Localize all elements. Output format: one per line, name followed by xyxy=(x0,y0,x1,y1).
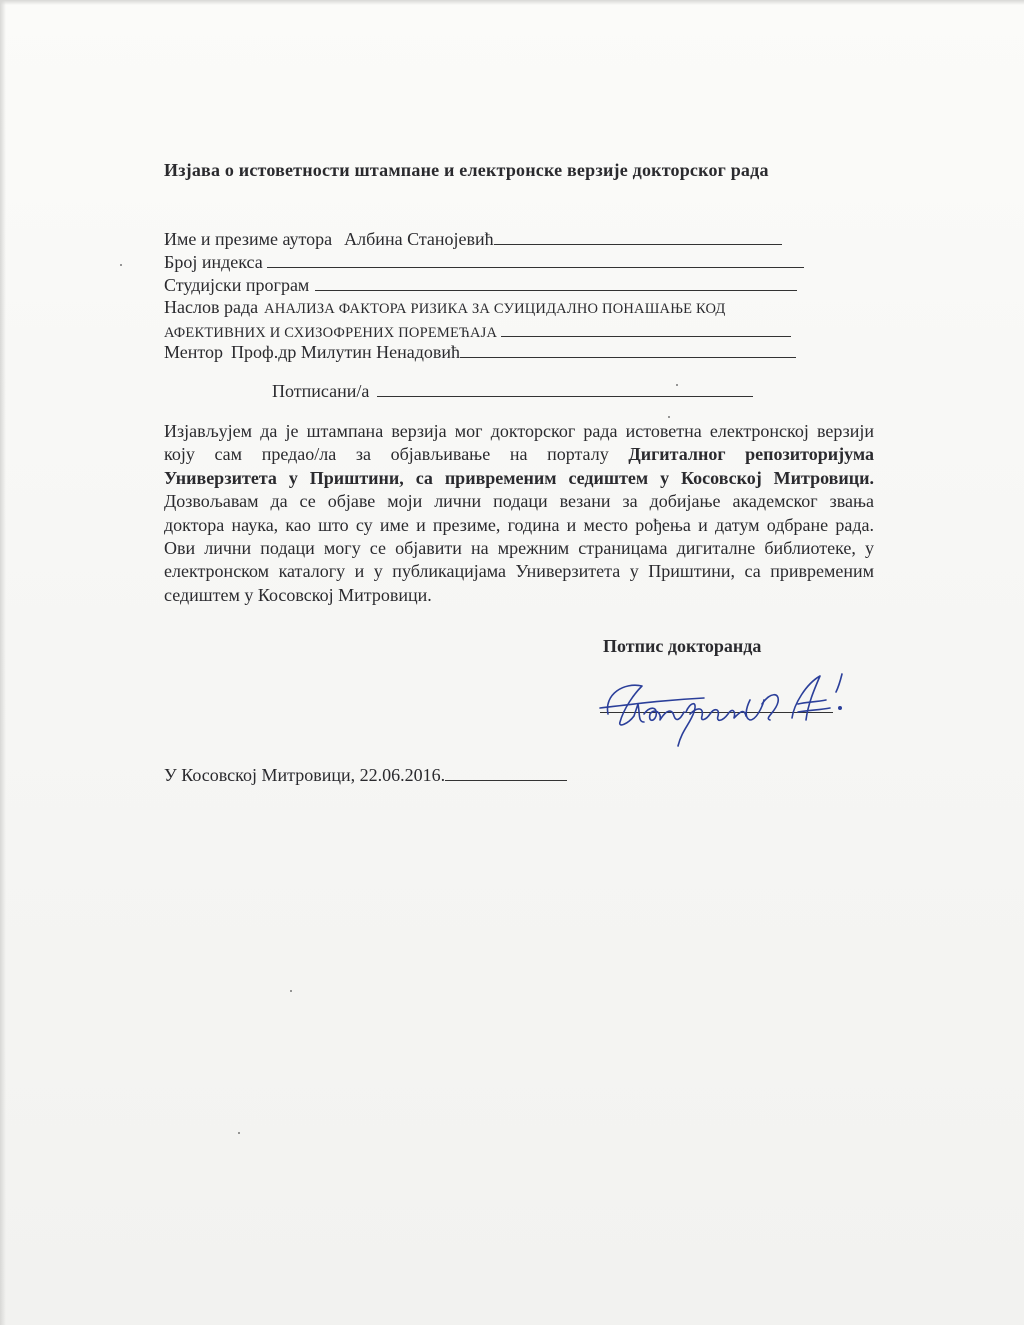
body-line: Изјављујем да је штампана верзија мог докторског рада истоветна електронској верзији xyxy=(164,421,874,441)
thesis-underline xyxy=(501,320,791,337)
author-field xyxy=(164,228,782,250)
declaration-body xyxy=(164,420,874,607)
signed-underline xyxy=(377,380,753,397)
scan-speck xyxy=(668,416,670,418)
mentor-field xyxy=(164,341,796,363)
scan-edge xyxy=(0,0,1024,5)
thesis-value-line1: АНАЛИЗА ФАКТОРА РИЗИКА ЗА СУИЦИДАЛНО ПОНАШАЊЕ КОД xyxy=(264,301,726,317)
mentor-underline xyxy=(460,341,796,358)
author-value: Албина Станојевић xyxy=(344,229,494,249)
scan-speck xyxy=(290,990,292,992)
scan-speck xyxy=(676,384,678,386)
mentor-label: Ментор xyxy=(164,342,224,362)
signed-field xyxy=(272,380,753,402)
thesis-field xyxy=(164,297,726,318)
body-line: доктора наука, као што су име и презиме, година и место рођења и датум одбране рада. xyxy=(164,514,874,535)
scan-speck xyxy=(120,264,122,266)
author-underline xyxy=(494,228,782,245)
body-line: Ови лични подаци могу се објавити на мрежним страницама дигиталне библиотеке, у xyxy=(164,538,874,559)
index-field xyxy=(164,251,804,273)
body-line: Дозвољавам да се објаве моји лични подаци везани за добијање академског звања xyxy=(164,491,874,512)
body-line: седиштем у Косовској Митровици. xyxy=(164,584,432,605)
thesis-field-continued xyxy=(164,320,791,342)
signature-label: Потпис докторанда xyxy=(603,636,762,656)
thesis-value-line2: АФЕКТИВНИХ И СХИЗОФРЕНИХ ПОРЕМЕЋАЈА xyxy=(164,325,498,341)
scan-edge xyxy=(0,0,6,1325)
program-field xyxy=(164,274,797,296)
index-label: Број индекса xyxy=(164,252,263,272)
body-line-text: коју сам предао/ла за објављивање на порталу xyxy=(164,444,629,465)
body-line xyxy=(164,443,874,466)
mentor-value: Проф.др Милутин Ненадовић xyxy=(231,342,461,362)
thesis-label: Наслов рада xyxy=(164,297,259,317)
program-underline xyxy=(315,274,797,291)
repository-name: Дигиталног репозиторијума xyxy=(628,444,874,465)
index-underline xyxy=(267,251,804,268)
body-line: електронском каталогу и у публикацијама Универзитета у Приштини, са привременим xyxy=(164,561,874,582)
scan-speck xyxy=(238,1132,240,1134)
document-title: Изјава о истоветности штампане и електронске верзије докторског рада xyxy=(164,160,769,180)
program-label: Студијски програм xyxy=(164,275,310,295)
author-label: Име и презиме аутора xyxy=(164,229,333,249)
place-date-underline xyxy=(445,764,567,781)
handwritten-signature xyxy=(594,664,874,754)
place-date-field xyxy=(164,764,567,786)
place-date: У Косовској Митровици, 22.06.2016. xyxy=(164,765,446,785)
university-name: Универзитета у Приштини, са привременим седиштем у Косовској Митровици. xyxy=(164,467,874,488)
signed-label: Потписани/а xyxy=(272,381,370,401)
